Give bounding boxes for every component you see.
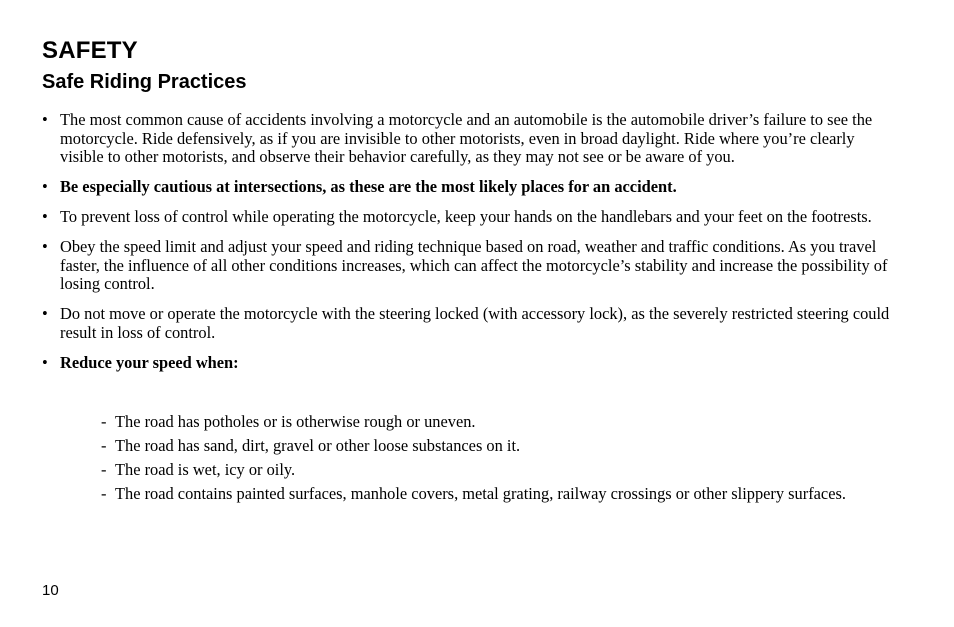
speed-conditions-list bbox=[42, 413, 898, 509]
list-item bbox=[42, 111, 898, 167]
sub-list-item bbox=[101, 461, 898, 480]
sub-list-item-text: The road has potholes or is otherwise rough or uneven. bbox=[115, 412, 476, 431]
sub-list-item-text: The road has sand, dirt, gravel or other loose substances on it. bbox=[115, 436, 521, 455]
list-item-text: Reduce your speed when: bbox=[60, 352, 239, 372]
dash-icon: - bbox=[101, 484, 107, 503]
speed-conditions-sublist bbox=[60, 413, 898, 504]
section-title: SAFETY bbox=[42, 37, 138, 64]
speed-conditions-wrapper bbox=[42, 413, 898, 504]
list-item-text: Obey the speed limit and adjust your speed and riding technique based on road, weather and traffic conditions. As you travel faster, the influence of all other conditions increases, which can affect the motorcycle’s stability and increase the possibility of losing control. bbox=[60, 237, 888, 293]
list-item bbox=[42, 354, 898, 373]
bullet-icon: • bbox=[42, 352, 48, 372]
dash-icon: - bbox=[101, 436, 107, 455]
sub-list-item-text: The road is wet, icy or oily. bbox=[115, 460, 296, 479]
safety-tips-list bbox=[42, 111, 898, 384]
list-item bbox=[42, 208, 898, 227]
list-item-text: Be especially cautious at intersections, as these are the most likely places for an accident. bbox=[60, 177, 677, 196]
bullet-icon: • bbox=[42, 110, 48, 129]
dash-icon: - bbox=[101, 412, 107, 431]
list-item bbox=[42, 178, 898, 197]
bullet-icon: • bbox=[42, 177, 48, 196]
list-item-text: The most common cause of accidents involving a motorcycle and an automobile is the automobile driver’s failure to see the motorcycle. Ride defensively, as if you are invisible to other motorists, even in broad daylight. Ride where you’re clearly visible to other motorists, and observe their behavior carefully, as they may not see or be aware of you. bbox=[60, 110, 873, 166]
dash-icon: - bbox=[101, 460, 107, 479]
section-subtitle: Safe Riding Practices bbox=[42, 71, 247, 93]
sub-list-item bbox=[101, 437, 898, 456]
bullet-icon: • bbox=[42, 237, 48, 256]
list-item-text: To prevent loss of control while operating the motorcycle, keep your hands on the handlebars and your feet on the footrests. bbox=[60, 207, 872, 226]
list-item-text: Do not move or operate the motorcycle with the steering locked (with accessory lock), as the severely restricted steering could result in loss of control. bbox=[60, 304, 890, 342]
sub-list-item bbox=[101, 485, 898, 504]
bullet-icon: • bbox=[42, 207, 48, 226]
sub-list-item-text: The road contains painted surfaces, manhole covers, metal grating, railway crossings or other slippery surfaces. bbox=[115, 484, 846, 503]
list-item bbox=[42, 305, 898, 342]
bullet-icon: • bbox=[42, 304, 48, 323]
sub-list-item bbox=[101, 413, 898, 432]
list-item bbox=[42, 238, 898, 294]
page-number: 10 bbox=[42, 582, 59, 599]
